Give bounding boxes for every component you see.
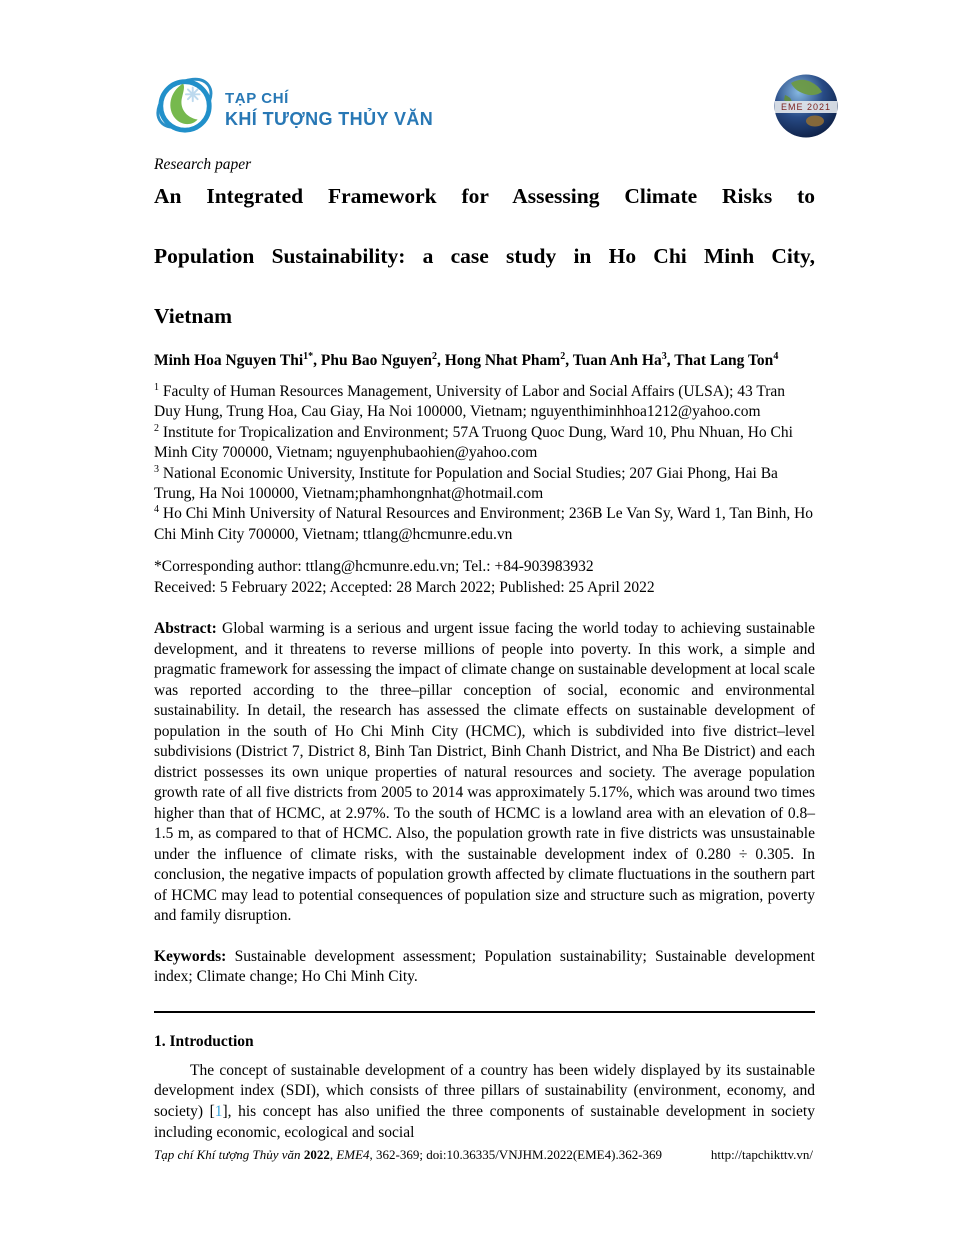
affiliation-text: National Economic University, Institute for Population and Social Studies; 207 Giai Phong, Hai Ba Trung, Ha Noi 100000, Vietnam;phamhongnhat@hotmail.com [154, 464, 778, 503]
journal-brand [154, 73, 433, 140]
affiliation-number: 3 [154, 463, 159, 475]
corresponding-author-line: *Corresponding author: ttlang@hcmunre.edu.vn; Tel.: +84-903983932 [154, 558, 594, 576]
affiliation-item [154, 382, 815, 423]
intro-text-after-ref: ], his concept has also unified the three components of sustainable development in society including economic, ecological and social [154, 1103, 815, 1141]
affiliation-number: 2 [154, 422, 159, 434]
keywords-text: Sustainable development assessment; Population sustainability; Sustainable development index; Climate change; Ho Chi Minh City. [154, 947, 815, 986]
abstract-paragraph [154, 619, 815, 927]
globe-icon [773, 126, 839, 143]
author-name: That Lang Ton [674, 352, 774, 369]
journal-logo-icon [154, 73, 216, 140]
badge-banner-label: EME 2021 [775, 101, 837, 113]
page-footer [154, 1147, 813, 1163]
affiliation-text: Ho Chi Minh University of Natural Resources and Environment; 236B Le Van Sy, Ward 1, Tan Binh, Ho Chi Minh City 700000, Vietnam; ttlang@hcmunre.edu.vn [154, 505, 814, 543]
journal-brand-text [225, 84, 433, 130]
footer-separator: , [329, 1147, 337, 1162]
footer-citation [154, 1147, 662, 1163]
journal-name-line2: KHÍ TƯỢNG THỦY VĂN [225, 108, 434, 129]
intro-text-before-ref: The concept of sustainable development of a country has been widely displayed by its sustainable development index (SDI), which consists of three pillars of sustainability (environment, economy, and society) [ [154, 1061, 815, 1121]
keywords-paragraph [154, 947, 815, 988]
article-type-label: Research paper [154, 156, 252, 173]
history-line: Received: 5 February 2022; Accepted: 28 March 2022; Published: 25 April 2022 [154, 578, 655, 596]
author-separator: , [666, 352, 675, 369]
footer-year: 2022 [303, 1147, 330, 1162]
article-title-line: An Integrated Framework for Assessing Climate Risks to [154, 184, 815, 208]
article-meta-block [154, 557, 815, 598]
journal-header [154, 73, 839, 141]
footer-doi: , 362-369; doi:10.36335/VNJHM.2022(EME4).362-369 [369, 1147, 663, 1162]
author-affiliation-sup: 3 [661, 350, 667, 362]
author-name: Tuan Anh Ha [572, 352, 662, 369]
affiliation-item [154, 504, 815, 545]
article-title [154, 181, 815, 331]
keywords-label: Keywords: [154, 947, 227, 965]
author-separator: , [313, 352, 321, 369]
authors-line [154, 350, 815, 371]
introduction-heading: 1. Introduction [154, 1032, 254, 1050]
article-title-line: Population Sustainability: a case study in Ho Chi Minh City, [154, 244, 815, 268]
author-affiliation-sup: 4 [773, 350, 779, 362]
author-separator: , [565, 352, 573, 369]
footer-issue: EME4 [336, 1147, 370, 1162]
affiliation-number: 4 [154, 504, 159, 516]
affiliation-item [154, 464, 815, 505]
affiliation-text: Faculty of Human Resources Management, University of Labor and Social Affairs (ULSA); 43 Tran Duy Hung, Trung Hoa, Cau Giay, Ha Noi 100000, Vietnam; nguyenthiminhhoa1212@yahoo.com [154, 383, 786, 421]
author-name: Hong Nhat Pham [444, 352, 561, 369]
footer-journal-name: Tạp chí Khí tượng Thủy văn [154, 1147, 304, 1162]
author-affiliation-sup: 2 [432, 350, 438, 362]
affiliation-number: 1 [154, 381, 159, 393]
journal-url: http://tapchikttv.vn/ [710, 1147, 813, 1162]
affiliation-text: Institute for Tropicalization and Environment; 57A Truong Quoc Dung, Ward 10, Phu Nhuan, Ho Chi Minh City 700000, Vietnam; nguyenphubaohien@yahoo.com [154, 423, 793, 462]
author-name: Minh Hoa Nguyen Thi [154, 352, 304, 369]
author-name: Phu Bao Nguyen [320, 352, 433, 369]
article-title-line: Vietnam [154, 304, 233, 328]
section-divider [154, 1011, 815, 1013]
introduction-paragraph [154, 1061, 815, 1144]
author-affiliation-sup: 2 [560, 350, 566, 362]
citation-ref-1[interactable]: 1 [214, 1103, 223, 1121]
conference-globe-badge [773, 73, 839, 139]
affiliations-block [154, 382, 815, 545]
abstract-label: Abstract: [154, 620, 217, 638]
abstract-text: Global warming is a serious and urgent issue facing the world today to achieving sustainable development, and it threatens to reverse millions of people into poverty. In this work, a simple and pragmatic framework for assessing the impact of climate change on sustainable development at local scale was reported according to the three–pillar conception of social, economic and environmental sustainability. In detail, the research has assessed the climate effects on sustainable development of population in the south of Ho Chi Minh City (HCMC), which is subdivided into five district–level subdivisions (District 7, District 8, Binh Tan District, Binh Chanh District, and Nha Be District) and each district possesses its own unique properties of natural resources and society. The average population growth rate of all five districts from 2005 to 2014 was approximately 5.17%, which was around two times higher than that of HCMC, at 2.97%. To the south of HCMC is a lowland area with an elevation of 0.8–1.5 m, as compared to that of HCMC. Also, the population growth rate in five districts was unsustainable under the influence of climate risks, with the sustainable development index of 0.280 ÷ 0.305. In conclusion, the negative impacts of population growth affected by climate fluctuations in the southern part of HCMC may lead to potential consequences of population size and structure such as migration, poverty and family disruption. [154, 620, 816, 925]
journal-name-line1: TẠP CHÍ [225, 89, 289, 107]
author-affiliation-sup: 1* [303, 350, 314, 362]
affiliation-item [154, 423, 815, 464]
author-separator: , [437, 352, 445, 369]
